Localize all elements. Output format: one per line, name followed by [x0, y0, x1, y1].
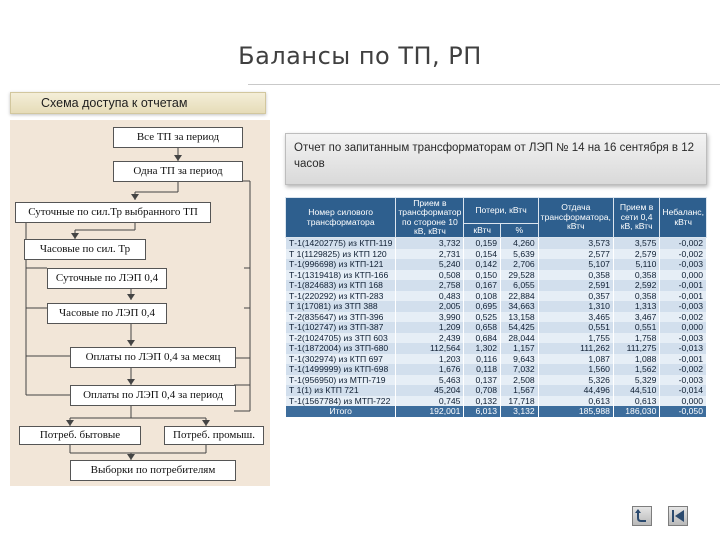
value-cell: 5,326 [538, 375, 613, 386]
value-cell: 5,639 [501, 249, 539, 260]
table-row [286, 396, 707, 407]
node-hourly-line: Часовые по ЛЭП 0,4 [47, 303, 167, 324]
value-cell: 111,275 [613, 343, 659, 354]
value-cell: -0,003 [660, 259, 707, 270]
value-cell: 0,613 [613, 396, 659, 407]
value-cell: 2,592 [613, 280, 659, 291]
value-cell: -0,003 [660, 301, 707, 312]
value-cell: 5,329 [613, 375, 659, 386]
table-row [286, 333, 707, 344]
value-cell: 22,884 [501, 291, 539, 302]
transformer-cell: Т-1(220292) из КТП-283 [286, 291, 396, 302]
table-row [286, 280, 707, 291]
value-cell: -0,001 [660, 291, 707, 302]
node-one-tp: Одна ТП за период [113, 161, 243, 182]
value-cell: 0,000 [660, 270, 707, 281]
value-cell: 1,203 [396, 354, 464, 365]
value-cell: 0,695 [464, 301, 501, 312]
value-cell: 2,758 [396, 280, 464, 291]
value-cell: 112,564 [396, 343, 464, 354]
value-cell: 1,758 [613, 333, 659, 344]
transformer-cell: Т 1(1129825) из КТП 120 [286, 249, 396, 260]
node-all-tp: Все ТП за период [113, 127, 243, 148]
total-value: 185,988 [538, 406, 613, 417]
value-cell: 3,990 [396, 312, 464, 323]
value-cell: 2,508 [501, 375, 539, 386]
value-cell: -0,002 [660, 238, 707, 249]
value-cell: 1,302 [464, 343, 501, 354]
value-cell: -0,002 [660, 364, 707, 375]
transformer-cell: Т-1(824683) из КТП 168 [286, 280, 396, 291]
transformer-cell: Т-1(1499999) из КТП-698 [286, 364, 396, 375]
table-row [286, 238, 707, 249]
value-cell: 5,463 [396, 375, 464, 386]
first-page-icon [669, 507, 687, 525]
value-cell: 0,708 [464, 385, 501, 396]
access-scheme-diagram [10, 120, 270, 486]
node-consumer-samples: Выборки по потребителям [70, 460, 236, 481]
value-cell: 3,465 [538, 312, 613, 323]
value-cell: 1,209 [396, 322, 464, 333]
value-cell: 1,310 [538, 301, 613, 312]
value-cell: 0,159 [464, 238, 501, 249]
transformer-cell: Т-1(302974) из КТП 697 [286, 354, 396, 365]
value-cell: 28,044 [501, 333, 539, 344]
total-value: -0,050 [660, 406, 707, 417]
table-row [286, 354, 707, 365]
col-transformer: Номер силового трансформатора [286, 198, 396, 238]
table-row [286, 249, 707, 260]
value-cell: 0,525 [464, 312, 501, 323]
value-cell: 1,157 [501, 343, 539, 354]
value-cell: 0,000 [660, 322, 707, 333]
total-label: Итого [286, 406, 396, 417]
value-cell: 34,663 [501, 301, 539, 312]
value-cell: 2,731 [396, 249, 464, 260]
value-cell: -0,001 [660, 354, 707, 365]
table-row [286, 301, 707, 312]
total-value: 192,001 [396, 406, 464, 417]
value-cell: 111,262 [538, 343, 613, 354]
value-cell: 0,358 [613, 291, 659, 302]
value-cell: -0,014 [660, 385, 707, 396]
value-cell: 1,087 [538, 354, 613, 365]
table-row [286, 322, 707, 333]
value-cell: 5,110 [613, 259, 659, 270]
transformer-cell: Т 1(1) из КТП 721 [286, 385, 396, 396]
node-daily-transformer: Суточные по сил.Тр выбранного ТП [15, 202, 211, 223]
value-cell: 1,755 [538, 333, 613, 344]
value-cell: 0,357 [538, 291, 613, 302]
value-cell: 2,439 [396, 333, 464, 344]
value-cell: 0,745 [396, 396, 464, 407]
value-cell: 1,676 [396, 364, 464, 375]
value-cell: 2,706 [501, 259, 539, 270]
value-cell: 7,032 [501, 364, 539, 375]
transformer-cell: Т-2(835647) из ЗТП-396 [286, 312, 396, 323]
node-payments-month: Оплаты по ЛЭП 0,4 за месяц [70, 347, 236, 368]
value-cell: 29,528 [501, 270, 539, 281]
transformer-cell: Т-1(1567784) из МТП-722 [286, 396, 396, 407]
value-cell: 0,167 [464, 280, 501, 291]
node-daily-line: Суточные по ЛЭП 0,4 [47, 268, 167, 289]
value-cell: 2,005 [396, 301, 464, 312]
col-imbalance: Небаланс, кВтч [660, 198, 707, 238]
title-divider [248, 84, 720, 85]
col-losses-kwh: кВтч [464, 224, 501, 238]
slide-title: Балансы по ТП, РП [238, 42, 482, 70]
value-cell: 0,483 [396, 291, 464, 302]
value-cell: 0,000 [660, 396, 707, 407]
value-cell: 4,260 [501, 238, 539, 249]
total-value: 6,013 [464, 406, 501, 417]
value-cell: 0,658 [464, 322, 501, 333]
value-cell: 1,560 [538, 364, 613, 375]
col-losses-percent: % [501, 224, 539, 238]
return-arrow-icon [633, 507, 651, 525]
value-cell: -0,002 [660, 312, 707, 323]
table-row [286, 270, 707, 281]
transformer-cell: Т 1(17081) из ЗТП 388 [286, 301, 396, 312]
value-cell: 2,591 [538, 280, 613, 291]
transformer-cell: Т-1(956950) из МТП-719 [286, 375, 396, 386]
value-cell: 0,684 [464, 333, 501, 344]
table-row [286, 259, 707, 270]
value-cell: 0,358 [613, 270, 659, 281]
value-cell: 0,358 [538, 270, 613, 281]
value-cell: -0,003 [660, 333, 707, 344]
value-cell: 0,137 [464, 375, 501, 386]
col-losses: Потери, кВтч [464, 198, 538, 224]
value-cell: 0,508 [396, 270, 464, 281]
total-row [286, 406, 707, 417]
report-table [285, 197, 707, 417]
value-cell: 1,313 [613, 301, 659, 312]
transformer-cell: Т-1(1872004) из ЗТП-680 [286, 343, 396, 354]
table-row [286, 375, 707, 386]
table-row [286, 343, 707, 354]
table-row [286, 385, 707, 396]
value-cell: 1,088 [613, 354, 659, 365]
value-cell: 0,613 [538, 396, 613, 407]
value-cell: 9,643 [501, 354, 539, 365]
value-cell: 0,150 [464, 270, 501, 281]
value-cell: 0,116 [464, 354, 501, 365]
value-cell: 0,142 [464, 259, 501, 270]
value-cell: 44,496 [538, 385, 613, 396]
value-cell: 0,551 [613, 322, 659, 333]
value-cell: 0,108 [464, 291, 501, 302]
col-output: Отдача трансформатора, кВтч [538, 198, 613, 238]
scheme-label: Схема доступа к отчетам [10, 92, 266, 114]
value-cell: 2,577 [538, 249, 613, 260]
transformer-cell: Т-1(14202775) из КТП-119 [286, 238, 396, 249]
value-cell: 0,154 [464, 249, 501, 260]
total-value: 3,132 [501, 406, 539, 417]
value-cell: 0,118 [464, 364, 501, 375]
value-cell: 1,567 [501, 385, 539, 396]
value-cell: -0,013 [660, 343, 707, 354]
value-cell: 5,107 [538, 259, 613, 270]
first-page-button[interactable] [668, 506, 688, 526]
value-cell: 44,510 [613, 385, 659, 396]
value-cell: 13,158 [501, 312, 539, 323]
node-payments-period: Оплаты по ЛЭП 0,4 за период [70, 385, 236, 406]
value-cell: 17,718 [501, 396, 539, 407]
transformer-cell: Т-1(996698) из КТП-121 [286, 259, 396, 270]
value-cell: 3,573 [538, 238, 613, 249]
table-row [286, 291, 707, 302]
value-cell: -0,001 [660, 280, 707, 291]
return-button[interactable] [632, 506, 652, 526]
node-consumers-industrial: Потреб. промыш. [164, 426, 264, 445]
value-cell: 45,204 [396, 385, 464, 396]
value-cell: 6,055 [501, 280, 539, 291]
transformer-cell: Т-1(102747) из ЗТП-387 [286, 322, 396, 333]
value-cell: 0,551 [538, 322, 613, 333]
value-cell: 0,132 [464, 396, 501, 407]
value-cell: 54,425 [501, 322, 539, 333]
transformer-cell: Т-1(1319418) из КТП-166 [286, 270, 396, 281]
table-row [286, 364, 707, 375]
value-cell: 3,467 [613, 312, 659, 323]
value-cell: 5,240 [396, 259, 464, 270]
value-cell: 3,732 [396, 238, 464, 249]
value-cell: -0,003 [660, 375, 707, 386]
value-cell: 1,562 [613, 364, 659, 375]
col-intake-04: Прием в сети 0,4 кВ, кВтч [613, 198, 659, 238]
total-value: 186,030 [613, 406, 659, 417]
col-intake: Прием в трансформатор по стороне 10 кВ, кВтч [396, 198, 464, 238]
value-cell: 2,579 [613, 249, 659, 260]
transformer-cell: Т-2(1024705) из ЗТП 603 [286, 333, 396, 344]
node-consumers-household: Потреб. бытовые [19, 426, 141, 445]
table-row [286, 312, 707, 323]
value-cell: 3,575 [613, 238, 659, 249]
node-hourly-transformer: Часовые по сил. Тр [24, 239, 146, 260]
report-title: Отчет по запитанным трансформаторам от ЛЭП № 14 на 16 сентября в 12 часов [285, 133, 707, 185]
value-cell: -0,002 [660, 249, 707, 260]
